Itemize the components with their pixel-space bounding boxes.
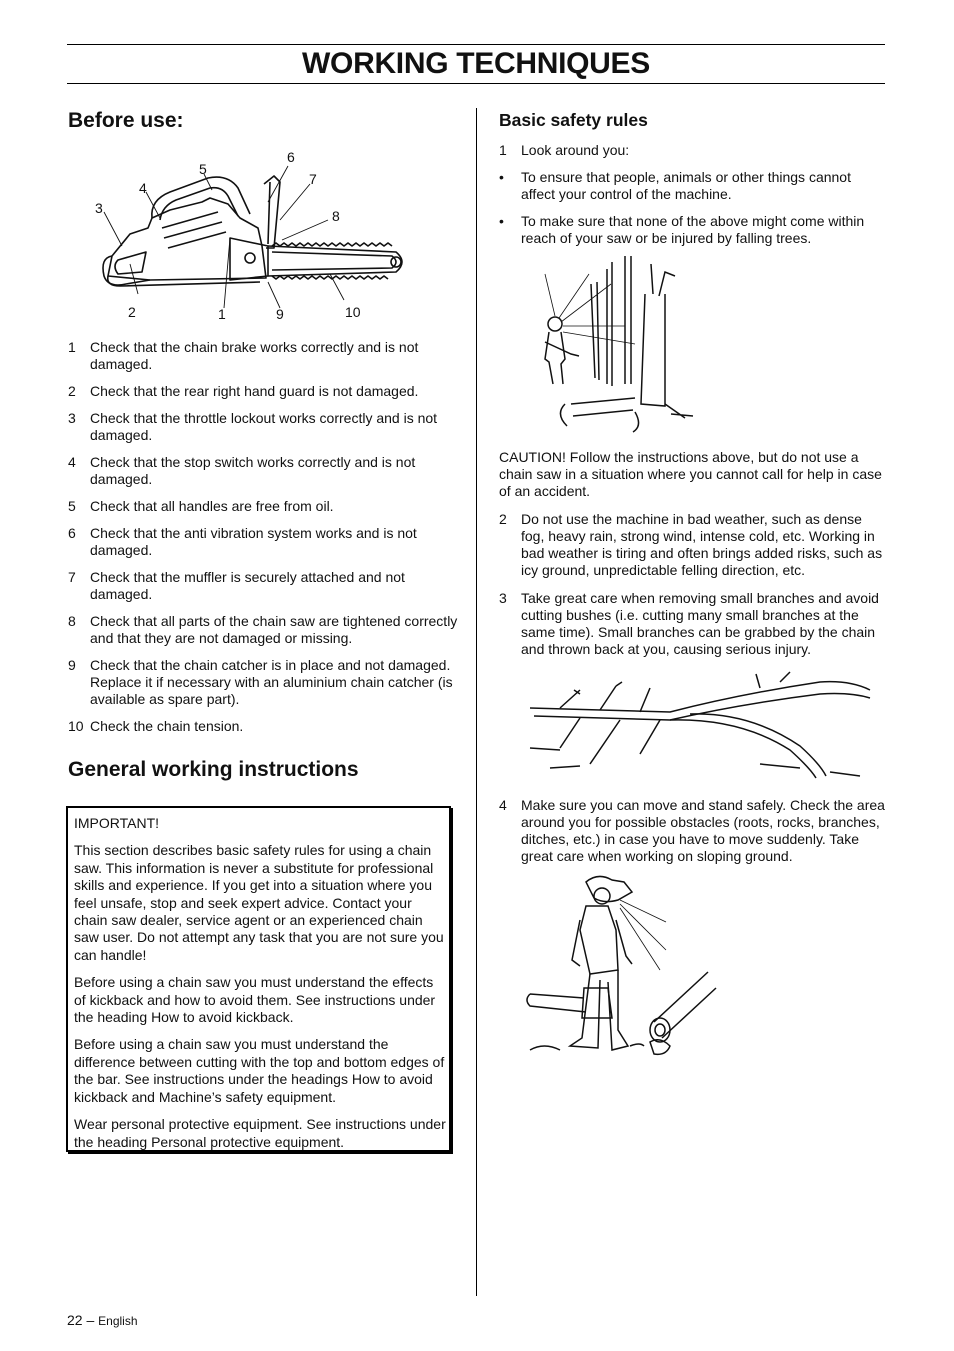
important-notice-text bbox=[74, 815, 448, 1161]
list-item bbox=[499, 142, 885, 159]
before-use-heading: Before use: bbox=[68, 109, 184, 132]
callout-3: 3 bbox=[95, 200, 103, 216]
list-item bbox=[499, 797, 885, 865]
list-item bbox=[68, 339, 458, 373]
important-paragraph: Before using a chain saw you must understand the difference between cutting with the top and bottom edges of the bar. See instructions under the headings How to avoid kickback and Machine’s safety equipment. bbox=[74, 1036, 445, 1105]
callout-10: 10 bbox=[345, 304, 361, 320]
page-number: 22 – bbox=[67, 1312, 95, 1328]
list-item bbox=[68, 454, 458, 488]
item-text: Check that the chain brake works correctly and is not damaged. bbox=[90, 339, 419, 372]
list-item bbox=[68, 410, 458, 444]
branches-illustration bbox=[520, 668, 885, 786]
rule-4-list bbox=[499, 797, 885, 865]
page-title: WORKING TECHNIQUES bbox=[302, 47, 650, 80]
item-text: Check that the stop switch works correctly and is not damaged. bbox=[90, 454, 416, 487]
important-paragraph: Before using a chain saw you must understand the effects of kickback and how to avoid them. See instructions under the heading How to avoid kickback. bbox=[74, 974, 436, 1026]
page-header bbox=[67, 44, 885, 84]
list-item bbox=[68, 718, 458, 735]
bullet-mark: • bbox=[499, 169, 504, 185]
rule-1-bullets bbox=[499, 169, 885, 247]
item-text: To make sure that none of the above might come within reach of your saw or be injured by falling trees. bbox=[521, 213, 865, 246]
item-text: Check that the chain catcher is in place and not damaged. Replace it if necessary with an aluminium chain catcher (is available as spare part). bbox=[90, 657, 453, 707]
item-number: 3 bbox=[499, 590, 507, 606]
list-item bbox=[499, 590, 885, 658]
item-text: Check that the rear right hand guard is not damaged. bbox=[90, 383, 419, 399]
callout-8: 8 bbox=[332, 208, 340, 224]
item-text: Take great care when removing small branches and avoid cutting bushes (i.e. cutting many small branches at the same time). Small branches can be grabbed by the chain and thrown back at you, causing serious injury. bbox=[521, 590, 879, 657]
item-text: Check that the anti vibration system works and is not damaged. bbox=[90, 525, 417, 558]
item-number: 6 bbox=[68, 525, 76, 541]
item-number: 3 bbox=[68, 410, 76, 426]
item-number: 5 bbox=[68, 498, 76, 514]
rule-3-list bbox=[499, 590, 885, 658]
callout-2: 2 bbox=[128, 304, 136, 320]
callout-5: 5 bbox=[199, 161, 207, 177]
item-number: 9 bbox=[68, 657, 76, 673]
important-paragraph: Wear personal protective equipment. See instructions under the heading Personal protective equipment. bbox=[74, 1116, 446, 1150]
safe-stance-illustration bbox=[520, 870, 720, 1065]
basic-safety-heading: Basic safety rules bbox=[499, 110, 648, 130]
item-text: Check that the throttle lockout works correctly and is not damaged. bbox=[90, 410, 438, 443]
item-number: 4 bbox=[68, 454, 76, 470]
rule-2-list bbox=[499, 511, 885, 579]
forest-lookout-illustration bbox=[515, 254, 705, 439]
callout-4: 4 bbox=[139, 180, 147, 196]
list-item bbox=[499, 511, 885, 579]
item-number: 8 bbox=[68, 613, 76, 629]
list-item bbox=[68, 498, 458, 515]
item-number: 2 bbox=[68, 383, 76, 399]
list-item bbox=[68, 657, 458, 708]
item-text: Check the chain tension. bbox=[90, 718, 244, 734]
bullet-mark: • bbox=[499, 213, 504, 229]
item-text: To ensure that people, animals or other things cannot affect your control of the machine. bbox=[521, 169, 851, 202]
callout-9: 9 bbox=[276, 306, 284, 322]
page-footer bbox=[67, 1312, 138, 1328]
callout-1: 1 bbox=[218, 306, 226, 322]
list-item bbox=[68, 383, 458, 400]
callout-6: 6 bbox=[287, 149, 295, 165]
callout-7: 7 bbox=[309, 171, 317, 187]
list-item bbox=[499, 213, 885, 247]
chainsaw-illustration bbox=[90, 148, 430, 328]
important-label: IMPORTANT! bbox=[74, 815, 160, 831]
item-text: Do not use the machine in bad weather, such as dense fog, heavy rain, strong wind, intense cold, etc. Working in bad weather is tiring and often brings added risks, such as icy ground, unpredictable felling direction, etc. bbox=[521, 511, 883, 578]
important-notice-box bbox=[66, 806, 451, 1152]
important-paragraph: This section describes basic safety rules for using a chain saw. This information is never a substitute for professional skills and experience. If you get into a situation where you feel unsafe, stop and seek expert advice. Contact your chain saw dealer, service agent or an experienced chain saw user. Do not attempt any task that you are not sure you can handle! bbox=[74, 842, 444, 963]
item-number: 4 bbox=[499, 797, 507, 813]
list-item bbox=[68, 613, 458, 647]
item-number: 1 bbox=[68, 339, 76, 355]
rule-1-list bbox=[499, 142, 885, 159]
item-number: 2 bbox=[499, 511, 507, 527]
general-heading: General working instructions bbox=[68, 758, 359, 781]
before-use-checklist bbox=[68, 339, 458, 745]
list-item bbox=[68, 525, 458, 559]
list-item bbox=[499, 169, 885, 203]
item-number: 1 bbox=[499, 142, 507, 158]
item-text: Check that the muffler is securely attached and not damaged. bbox=[90, 569, 405, 602]
footer-language: English bbox=[98, 1314, 138, 1328]
column-divider bbox=[476, 108, 477, 1296]
item-number: 7 bbox=[68, 569, 76, 585]
item-text: Make sure you can move and stand safely. Check the area around you for possible obstacles (roots, rocks, branches, ditches, etc.) in case you have to move suddenly. Take great care when working on sloping ground. bbox=[521, 797, 885, 864]
item-number: 10 bbox=[68, 718, 84, 734]
caution-text: CAUTION! Follow the instructions above, but do not use a chain saw in a situation where you cannot call for help in case of an accident. bbox=[499, 449, 882, 499]
item-text: Check that all handles are free from oil. bbox=[90, 498, 334, 514]
item-text: Check that all parts of the chain saw are tightened correctly and that they are not damaged or missing. bbox=[90, 613, 458, 646]
item-text: Look around you: bbox=[521, 142, 630, 158]
list-item bbox=[68, 569, 458, 603]
